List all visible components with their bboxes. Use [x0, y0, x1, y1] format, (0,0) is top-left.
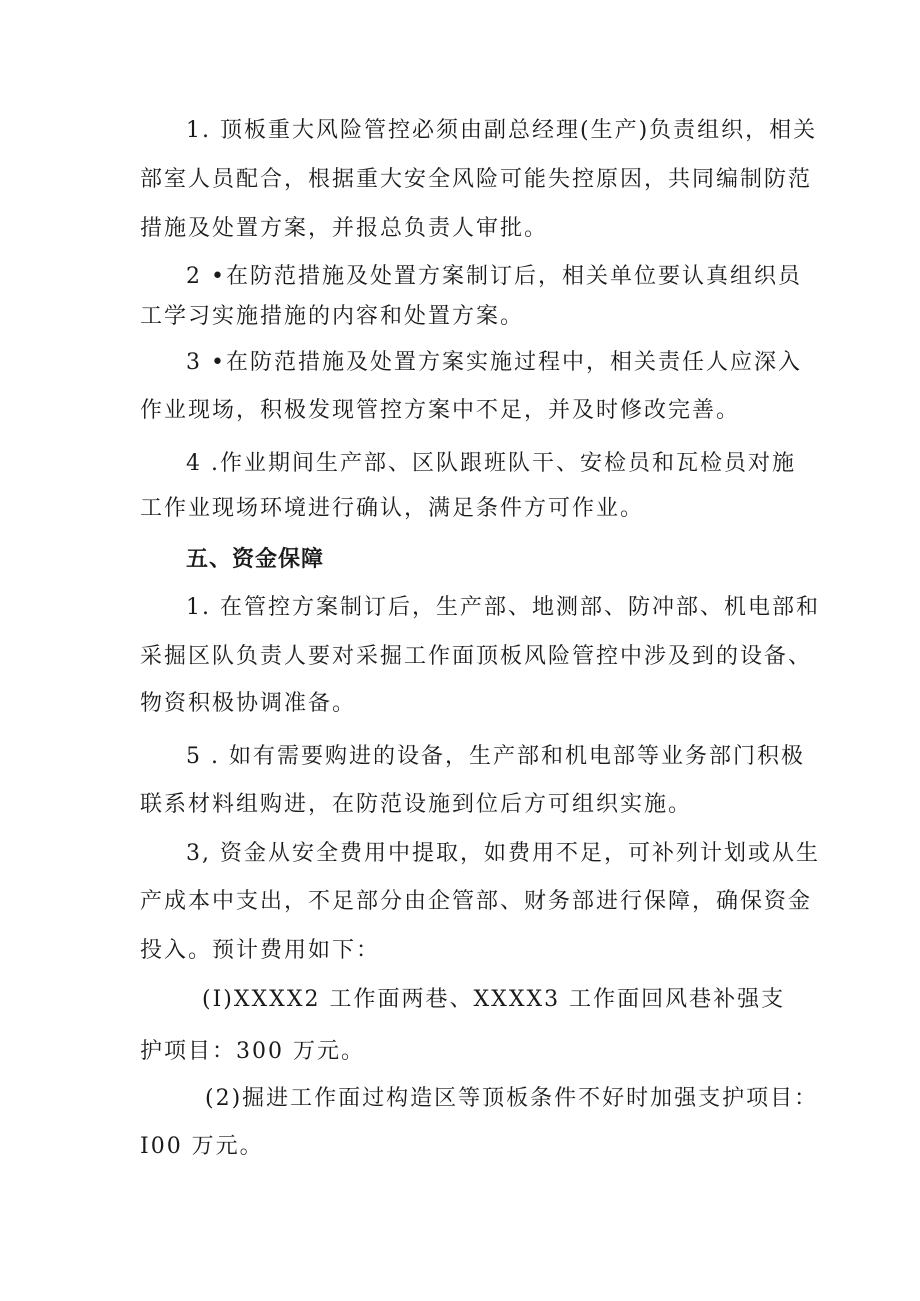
section-heading: 五、资金保障: [186, 547, 325, 572]
paragraph-3-line-1: 3 •在防范措施及处置方案实施过程中，相关责任人应深入: [186, 350, 802, 375]
item-2-line-2: I00 万元。: [140, 1134, 264, 1159]
item-2-line-1: (2)掘进工作面过构造区等顶板条件不好时加强支护项目：: [205, 1086, 819, 1111]
section-paragraph-1-line-2: 采掘区队负责人要对采掘工作面顶板风险管控中涉及到的设备、: [140, 644, 813, 669]
paragraph-2-line-2: 工学习实施措施的内容和处置方案。: [140, 304, 525, 329]
paragraph-1-line-1: 1. 顶板重大风险管控必须由副总经理(生产)负责组织，相关: [186, 118, 818, 143]
paragraph-4-line-1: 4 .作业期间生产部、区队跟班队干、安检员和瓦检员对施: [186, 451, 796, 476]
section-paragraph-3-line-1: 3, 资金从安全费用中提取，如费用不足，可补列计划或从生: [186, 841, 820, 866]
paragraph-1-line-3: 措施及处置方案，并报总负责人审批。: [140, 216, 549, 241]
item-1-line-2: 护项目：300 万元。: [140, 1039, 365, 1064]
paragraph-2-line-1: 2 •在防范措施及处置方案制订后，相关单位要认真组织员: [186, 264, 802, 289]
section-paragraph-3-line-3: 投入。预计费用如下：: [140, 938, 381, 963]
item-1-line-1: (I)XXXX2 工作面两巷、XXXX3 工作面回风巷补强支: [202, 987, 786, 1012]
section-paragraph-1-line-3: 物资积极协调准备。: [140, 691, 357, 716]
paragraph-4-line-2: 工作业现场环境进行确认，满足条件方可作业。: [140, 496, 645, 521]
section-paragraph-3-line-2: 产成本中支出，不足部分由企管部、财务部进行保障，确保资金: [140, 889, 813, 914]
paragraph-1-line-2: 部室人员配合，根据重大安全风险可能失控原因，共同编制防范: [140, 167, 813, 192]
section-paragraph-1-line-1: 1. 在管控方案制订后，生产部、地测部、防冲部、机电部和: [186, 595, 820, 620]
paragraph-3-line-2: 作业现场，积极发现管控方案中不足，并及时修改完善。: [140, 398, 741, 423]
section-paragraph-2-line-1: 5 . 如有需要购进的设备，生产部和机电部等业务部门积极: [186, 744, 805, 769]
section-paragraph-2-line-2: 联系材料组购进，在防范设施到位后方可组织实施。: [140, 792, 693, 817]
